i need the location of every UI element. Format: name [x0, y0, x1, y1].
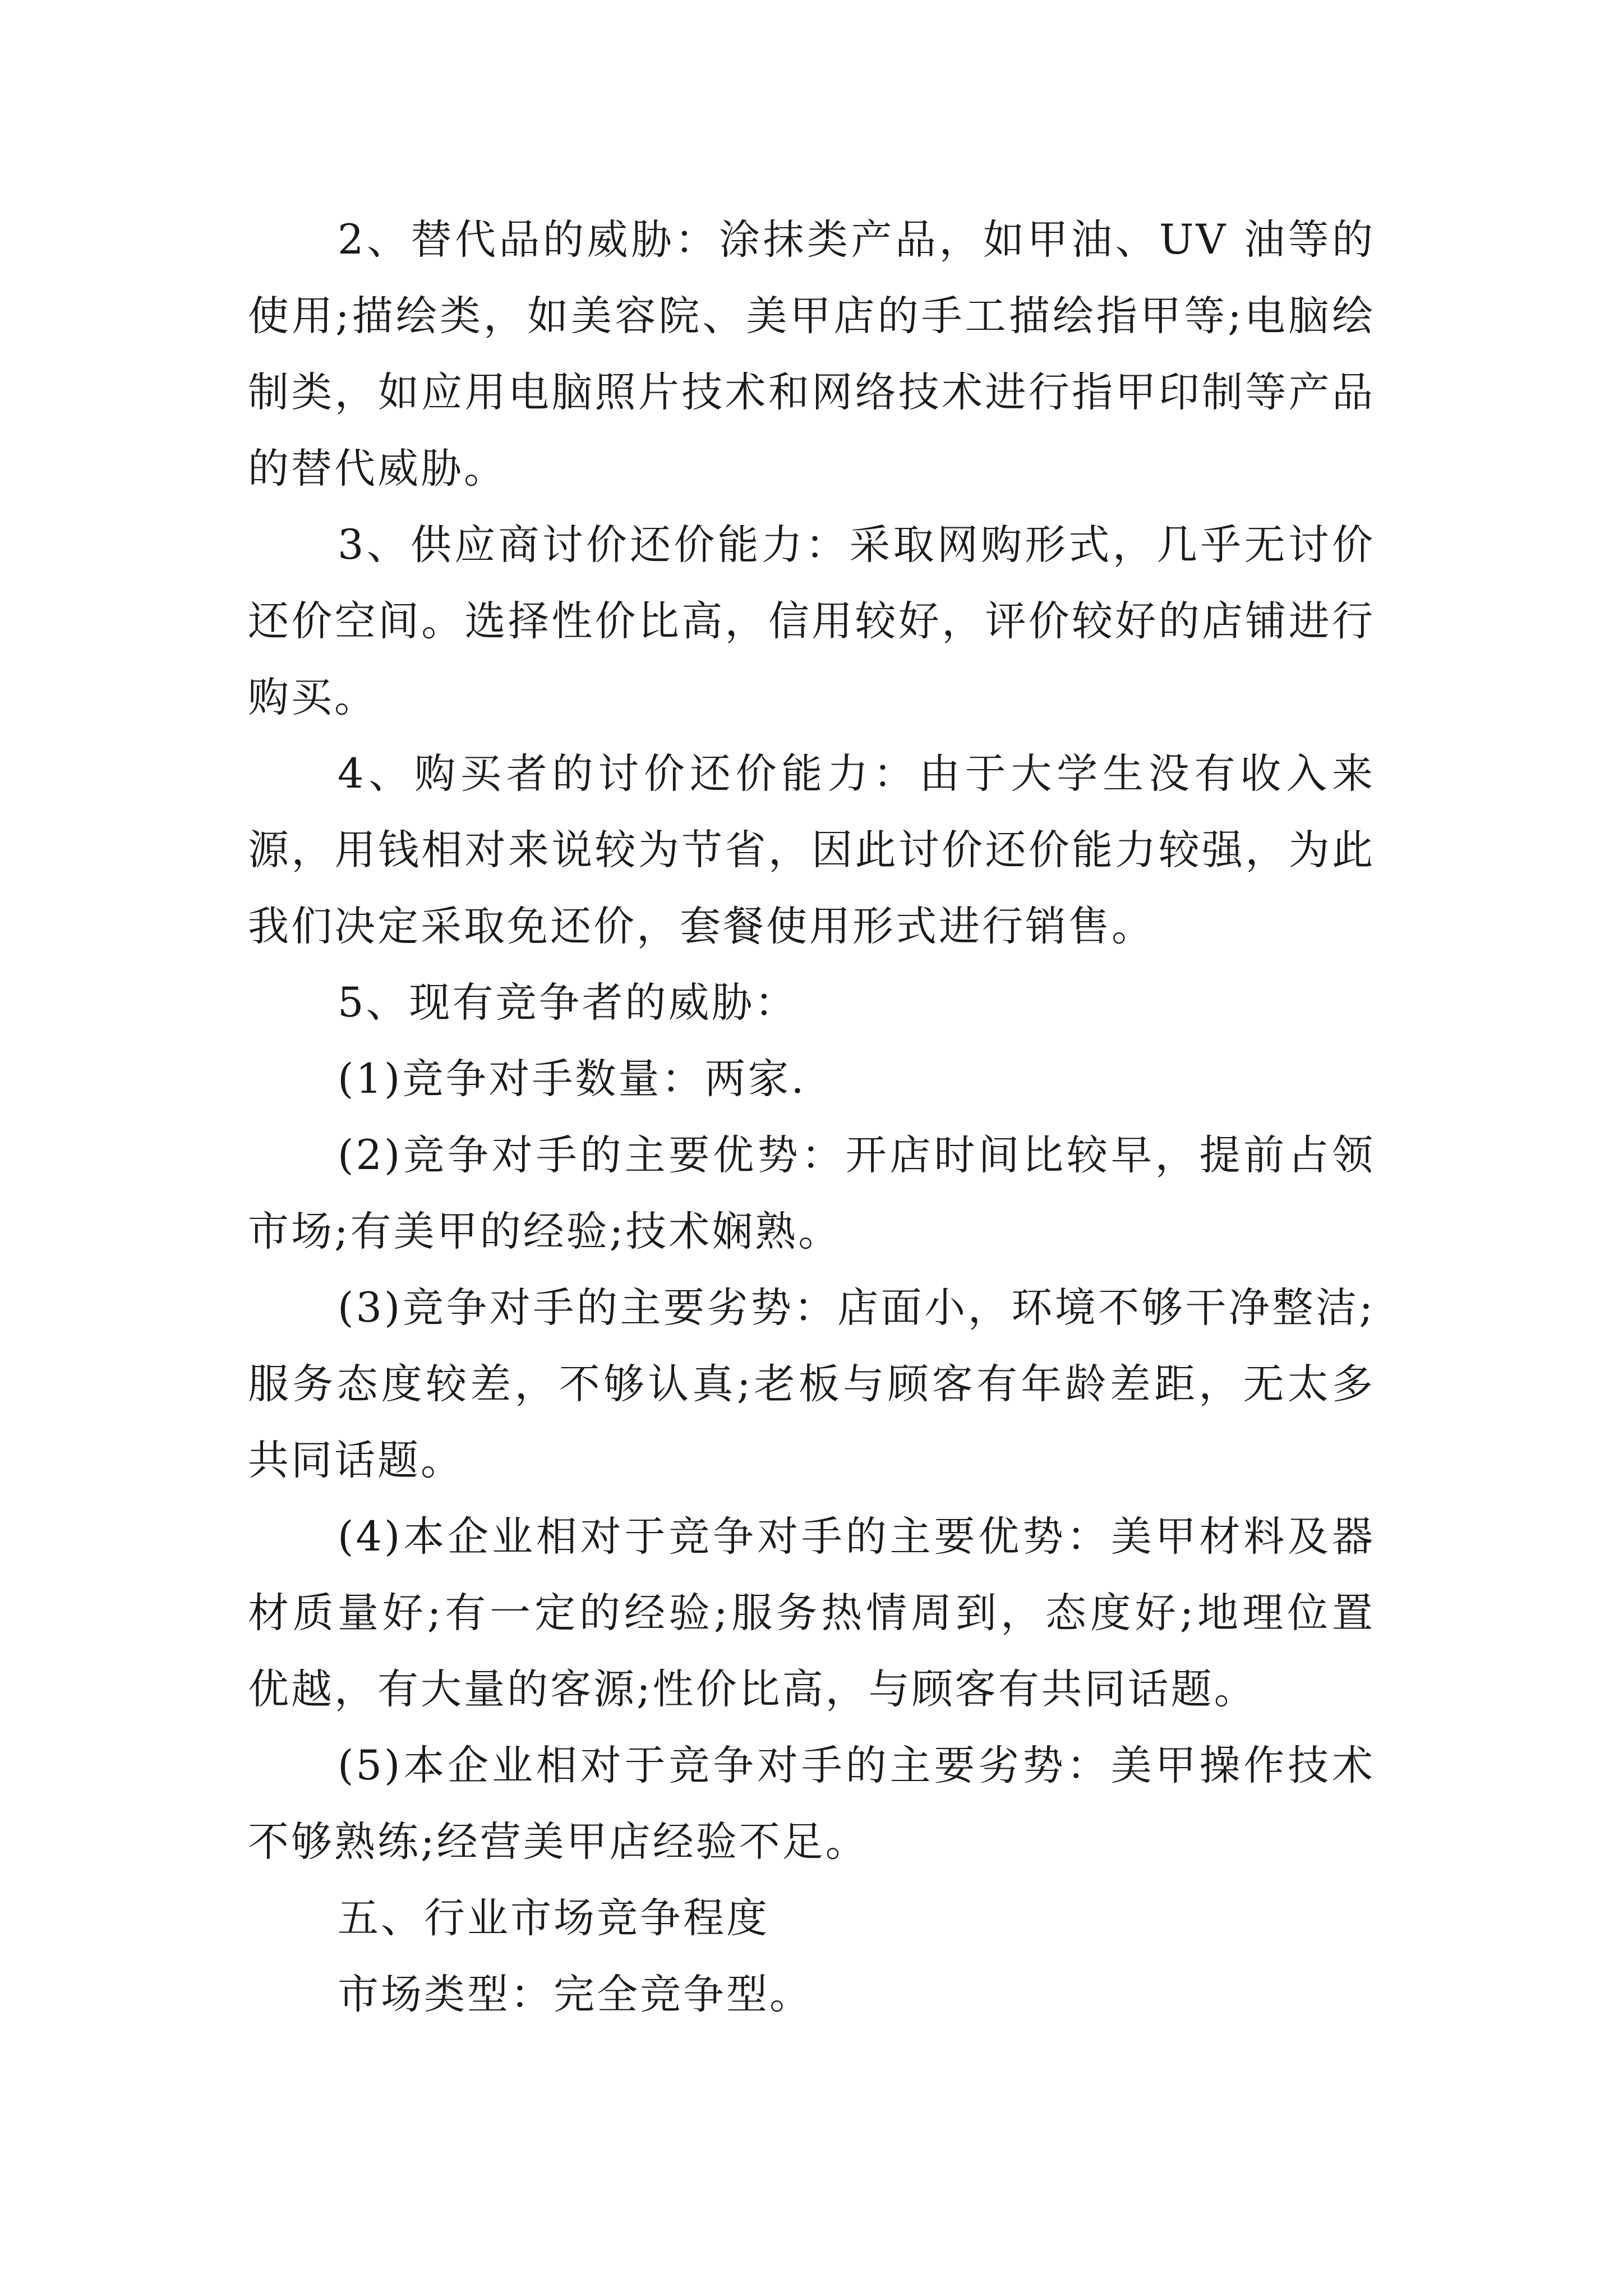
paragraph-competitor-strengths: (2)竞争对手的主要优势：开店时间比较早，提前占领市场;有美甲的经验;技术娴熟。 — [248, 1131, 1375, 1255]
paragraph-market-type: 市场类型：完全竞争型。 — [338, 1971, 813, 2018]
paragraph-competitor-weaknesses: (3)竞争对手的主要劣势：店面小，环境不够干净整洁;服务态度较差，不够认真;老板与顾客有年龄差距，无太多共同话题。 — [248, 1284, 1375, 1484]
paragraph-own-weaknesses: (5)本企业相对于竞争对手的主要劣势：美甲操作技术不够熟练;经营美甲店经验不足。 — [248, 1742, 1375, 1866]
paragraph-competitor-threat: 5、现有竞争者的威胁： — [338, 979, 798, 1027]
paragraph-own-strengths: (4)本企业相对于竞争对手的主要优势：美甲材料及器材质量好;有一定的经验;服务热情周到，态度好;地理位置优越，有大量的客源;性价比高，与顾客有共同话题。 — [248, 1513, 1375, 1713]
paragraph-competitor-count: (1)竞争对手数量：两家. — [338, 1055, 806, 1103]
paragraph-supplier-bargaining: 3、供应商讨价还价能力：采取网购形式，几乎无讨价还价空间。选择性价比高，信用较好，评价较好的店铺进行购买。 — [248, 521, 1375, 721]
paragraph-buyer-bargaining: 4、购买者的讨价还价能力：由于大学生没有收入来源，用钱相对来说较为节省，因此讨价还价能力较强，为此我们决定采取免还价，套餐使用形式进行销售。 — [248, 750, 1375, 950]
document-body — [248, 202, 1375, 2033]
section-heading-market-competition: 五、行业市场竞争程度 — [338, 1894, 769, 1942]
paragraph-substitutes-threat: 2、替代品的威胁：涂抹类产品，如甲油、UV 油等的使用;描绘类，如美容院、美甲店的手工描绘指甲等;电脑绘制类，如应用电脑照片技术和网络技术进行指甲印制等产品的替代威胁。 — [248, 216, 1375, 493]
